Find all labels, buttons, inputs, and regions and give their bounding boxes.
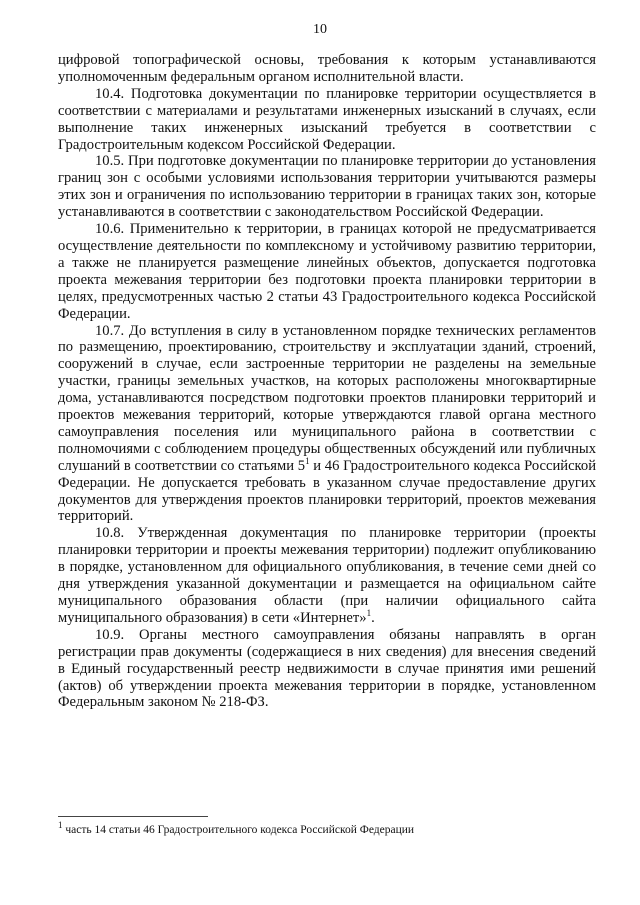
footnote-text: часть 14 статьи 46 Градостроительного кодекса Российской Федерации: [62, 824, 415, 836]
page-number: 10: [313, 22, 327, 37]
paragraph-10-8: [58, 525, 596, 626]
paragraph-10-7-text-start: 10.7. До вступления в силу в установленном порядке технических регламентов по размещению, проектированию, строительству и эксплуатации зданий, строений, сооружений в случае, если застроенные территории не разделены на земельные участки, границы земельных участков, на которых расположены многоквартирные дома, устанавливаются посредством подготовки проектов планировки территорий и проектов межевания территорий, которые утверждаются главой органа местного самоуправления поселения или муниципального района в соответствии с полномочиями с соблюдением процедуры общественных обсуждений или публичных слушаний в соответствии со статьями 5: [58, 322, 596, 474]
footnote: [58, 820, 596, 837]
paragraph-10-5: 10.5. При подготовке документации по планировке территории до установления границ зон с особыми условиями использования территории учитываются размеры этих зон и ограничения по использованию территории в границах таких зон, которые устанавливаются в соответствии с законодательством Российской Федерации.: [58, 153, 596, 221]
footnote-reference: 1: [366, 608, 372, 619]
footnote-marker: 1: [58, 820, 63, 831]
footnote-reference: 1: [305, 455, 310, 466]
paragraph-10-9: 10.9. Органы местного самоуправления обязаны направлять в орган регистрации прав документы (содержащиеся в них сведения) для внесения сведений в Единый государственный реестр недвижимости в случае принятия ими решений (актов) об утверждении проекта межевания территории в порядке, установленном Федеральным законом № 218-ФЗ.: [58, 626, 596, 711]
document-body: [58, 52, 596, 711]
paragraph-10-7: [58, 323, 596, 526]
paragraph-10-6: 10.6. Применительно к территории, в границах которой не предусматривается осуществление деятельности по комплексному и устойчивому развитию территории, а также не планируется размещение линейных объектов, допускается подготовка проекта межевания территории без подготовки проекта планировки территории в целях, предусмотренных частью 2 статьи 43 Градостроительного кодекса Российской Федерации.: [58, 221, 596, 322]
paragraph-10-8-text-start: 10.8. Утвержденная документация по планировке территории (проекты планировки территории и проекты межевания территории) подлежит опубликованию в порядке, установленном для официального опубликования, в течение семи дней со дня утверждения указанной документации и размещается на официальном сайте муниципального образования области (при наличии официального сайта муниципального образования) в сети «Интернет»: [58, 525, 596, 626]
paragraph-10-8-text-end: .: [371, 609, 375, 626]
paragraph-10-4: 10.4. Подготовка документации по планировке территории осуществляется в соответствии с материалами и результатами инженерных изысканий в случаях, если выполнение таких инженерных изысканий требуется в соответствии с Градостроительным кодексом Российской Федерации.: [58, 85, 596, 153]
paragraph-continuation: цифровой топографической основы, требования к которым устанавливаются уполномоченным федеральным органом исполнительной власти.: [58, 52, 596, 85]
paragraph-10-7-text-end: и 46 Градостроительного кодекса Российской Федерации. Не допускается требовать в указанном случае предоставление других документов для утверждения проектов планировки территорий, проектов межевания территорий.: [58, 457, 597, 525]
footnote-separator: [58, 816, 208, 817]
